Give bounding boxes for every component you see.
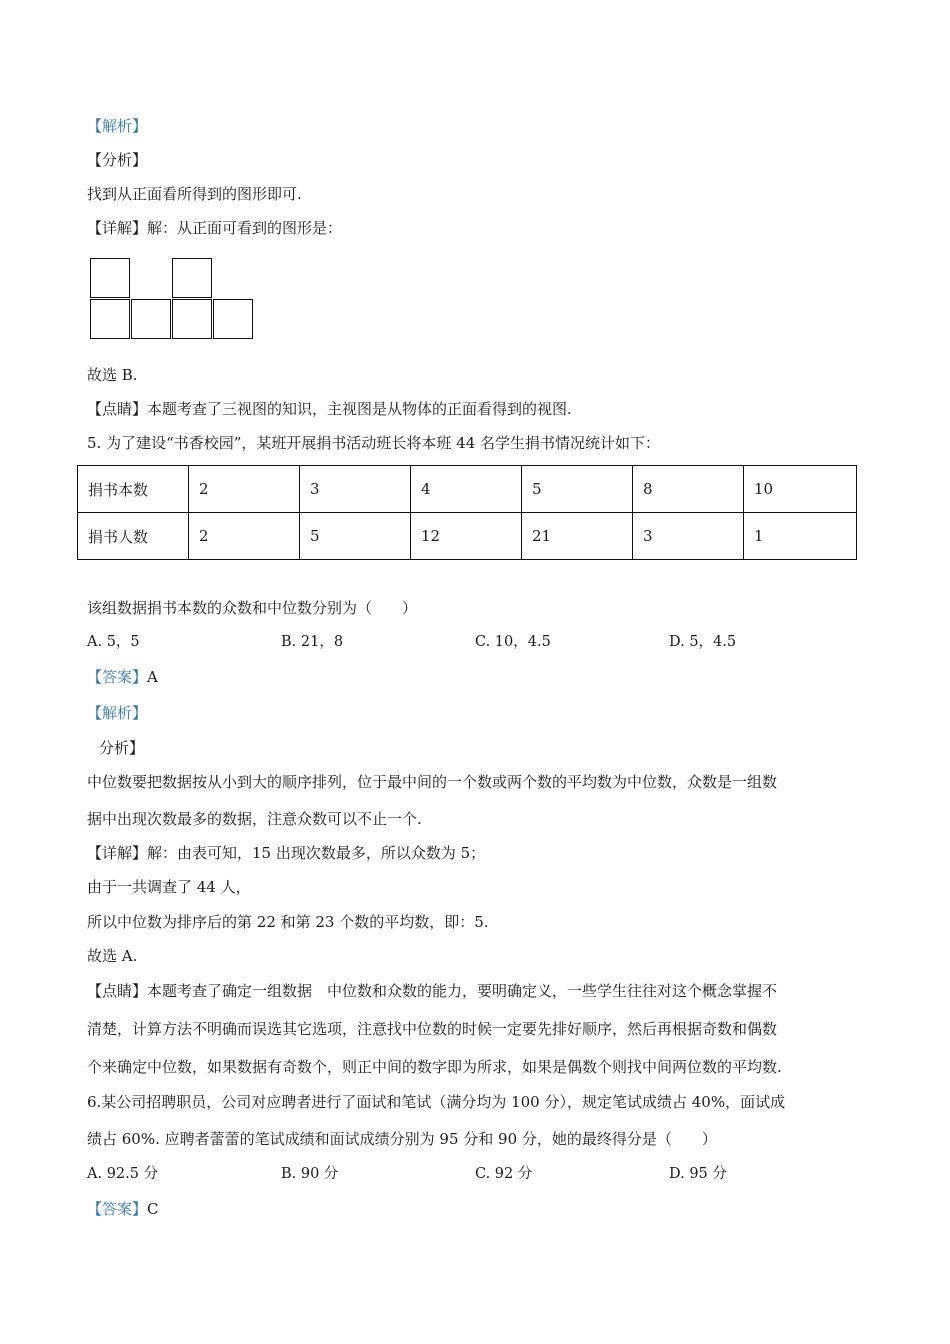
option-a: A. 5，5 — [87, 634, 140, 650]
figure-square — [131, 299, 171, 339]
figure-square — [90, 258, 130, 298]
table-cell: 4 — [411, 466, 522, 513]
table-cell: 1 — [744, 513, 857, 560]
table-cell: 3 — [300, 466, 411, 513]
analysis-heading: 【解析】 — [87, 117, 148, 135]
analysis-text: 中位数要把数据按从小到大的顺序排列，位于最中间的一个数或两个数的平均数为中位数，众数是一组数 — [87, 773, 778, 791]
option-c: C. 10，4.5 — [475, 634, 551, 650]
option-d: D. 5，4.5 — [669, 634, 737, 650]
table-cell: 5 — [300, 513, 411, 560]
conclusion-text: 故选 B. — [87, 366, 138, 384]
table-cell: 5 — [522, 466, 633, 513]
detail-text: 解：从正面可看到的图形是： — [147, 219, 343, 237]
detail-line — [87, 843, 485, 863]
figure-square — [90, 299, 130, 339]
question-5-prompt: 该组数据捐书本数的众数和中位数分别为（ ） — [87, 599, 418, 617]
table-row — [78, 466, 857, 513]
table-cell: 8 — [633, 466, 744, 513]
fenxi-heading: 【分析】 — [87, 151, 148, 169]
figure-square — [172, 258, 212, 298]
question-6-text: 绩占 60%. 应聘者蕾蕾的笔试成绩和面试成绩分别为 95 分和 90 分，她的最终得分是（ ） — [87, 1130, 717, 1148]
table-cell: 2 — [189, 513, 300, 560]
fenxi-heading: 分析】 — [99, 739, 145, 757]
dianjing-tag: 【点睛】 — [87, 400, 148, 418]
detail-text: 解：由表可知，15 出现次数最多，所以众数为 5； — [147, 844, 486, 862]
dianjing-text: 个来确定中位数，如果数据有奇数个，则正中间的数字即为所求，如果是偶数个则找中间两位数的平均数. — [87, 1058, 782, 1076]
analysis-text: 据中出现次数最多的数据，注意众数可以不止一个. — [87, 810, 422, 828]
table-row — [78, 513, 857, 560]
table-cell: 12 — [411, 513, 522, 560]
question-5-text: 5. 为了建设“书香校园”，某班开展捐书活动班长将本班 44 名学生捐书情况统计如下： — [87, 434, 661, 452]
answer-tag: 【答案】 — [87, 1200, 148, 1218]
answer-line — [87, 667, 158, 687]
dianjing-line — [87, 399, 572, 419]
dianjing-text: 本题考查了三视图的知识，主视图是从物体的正面看得到的视图. — [147, 400, 572, 418]
table-cell: 2 — [189, 466, 300, 513]
figure-square — [213, 299, 253, 339]
dianjing-text: 本题考查了确定一组数据 中位数和众数的能力，要明确定义，一些学生往往对这个概念掌握不 — [147, 982, 778, 1000]
table-row-label: 捐书本数 — [78, 466, 189, 513]
answer-tag: 【答案】 — [87, 668, 148, 686]
answer-value: C — [147, 1200, 159, 1218]
option-b: B. 21，8 — [281, 634, 344, 650]
option-d: D. 95 分 — [669, 1166, 727, 1182]
table-cell: 10 — [744, 466, 857, 513]
detail-line — [87, 218, 342, 238]
analysis-text: 找到从正面看所得到的图形即可. — [87, 185, 302, 203]
dianjing-text: 清楚，计算方法不明确而误选其它选项，注意找中位数的时候一定要先排好顺序，然后再根据奇数和偶数 — [87, 1020, 778, 1038]
donation-table — [77, 465, 857, 560]
table-row-label: 捐书人数 — [78, 513, 189, 560]
table-cell: 21 — [522, 513, 633, 560]
option-b: B. 90 分 — [281, 1166, 339, 1182]
detail-text: 由于一共调查了 44 人， — [87, 878, 251, 896]
answer-value: A — [147, 668, 158, 686]
detail-tag: 【详解】 — [87, 219, 148, 237]
option-a: A. 92.5 分 — [87, 1166, 159, 1182]
question-6-text: 6.某公司招聘职员，公司对应聘者进行了面试和笔试（满分均为 100 分），规定笔试成绩占 40%，面试成 — [87, 1093, 786, 1111]
option-c: C. 92 分 — [475, 1166, 533, 1182]
conclusion-text: 故选 A. — [87, 947, 138, 965]
dianjing-line — [87, 981, 777, 1001]
table-cell: 3 — [633, 513, 744, 560]
figure-square — [172, 299, 212, 339]
detail-tag: 【详解】 — [87, 844, 148, 862]
dianjing-tag: 【点睛】 — [87, 982, 148, 1000]
answer-line — [87, 1199, 159, 1219]
detail-text: 所以中位数为排序后的第 22 和第 23 个数的平均数，即：5. — [87, 913, 489, 931]
front-view-figure — [90, 258, 255, 341]
analysis-heading: 【解析】 — [87, 704, 148, 722]
